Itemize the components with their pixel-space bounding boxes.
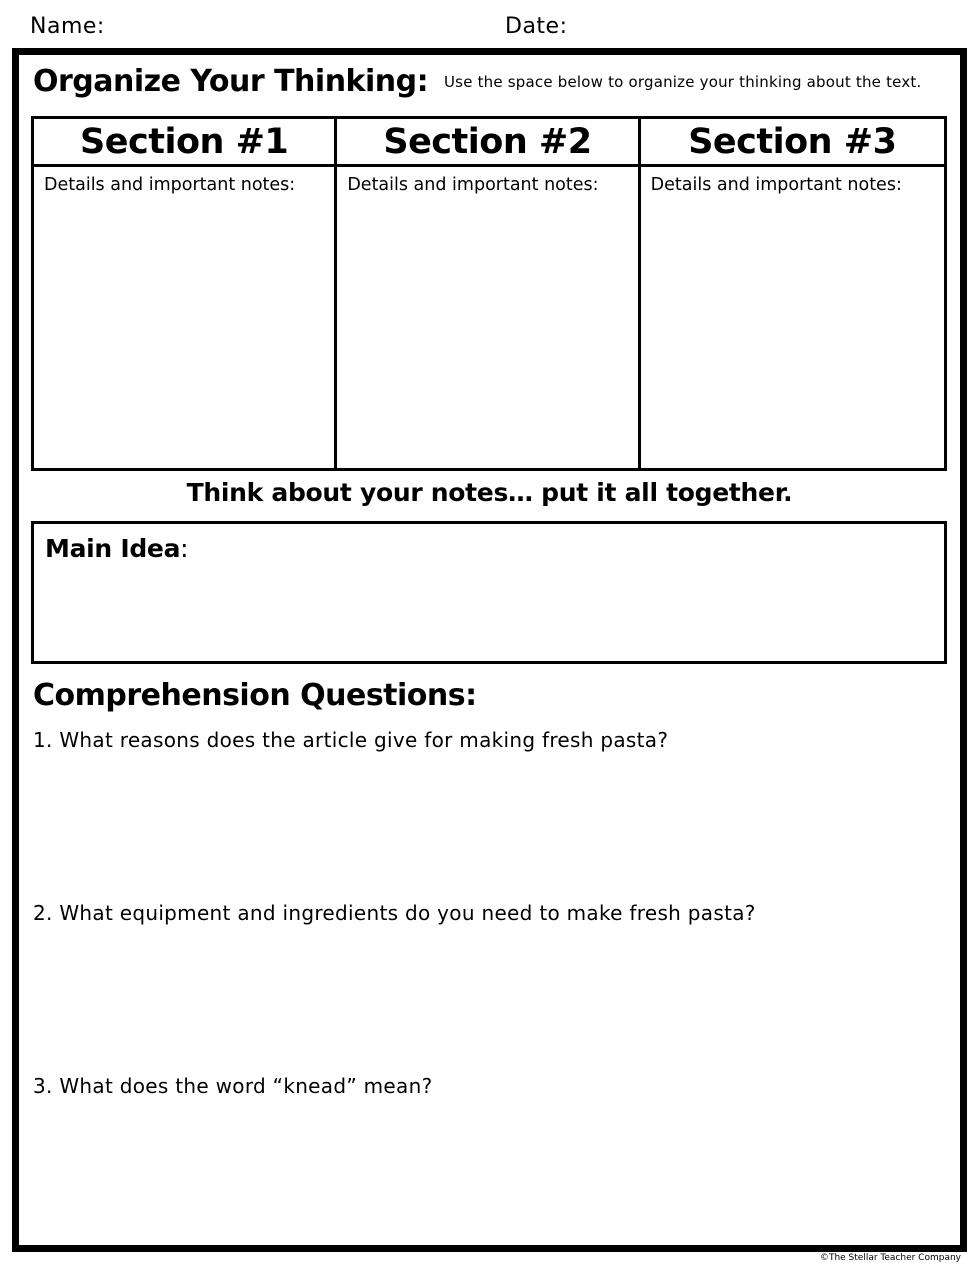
date-label: Date: <box>505 14 568 39</box>
section-2-notes[interactable] <box>337 167 640 468</box>
main-idea-colon: : <box>180 534 189 563</box>
section-3-notes-label: Details and important notes: <box>650 175 902 195</box>
main-idea-label-text: Main Idea <box>45 534 181 563</box>
section-1-notes-label: Details and important notes: <box>44 175 296 195</box>
put-together-heading: Think about your notes… put it all together. <box>186 478 793 507</box>
name-label: Name: <box>30 14 105 39</box>
section-2-header: Section #2 <box>337 119 640 167</box>
main-idea-box[interactable] <box>31 521 947 664</box>
question-2: 2. What equipment and ingredients do you need to make fresh pasta? <box>33 901 756 925</box>
comprehension-title: Comprehension Questions: <box>33 678 477 713</box>
section-3-notes[interactable] <box>641 167 944 468</box>
section-2-notes-label: Details and important notes: <box>347 175 599 195</box>
organize-subtitle: Use the space below to organize your thinking about the text. <box>444 73 922 91</box>
question-3: 3. What does the word “knead” mean? <box>33 1074 433 1098</box>
main-idea-label <box>45 534 188 563</box>
copyright-text: ©The Stellar Teacher Company <box>819 1253 961 1263</box>
section-1-header: Section #1 <box>34 119 337 167</box>
organize-title: Organize Your Thinking: <box>33 64 429 99</box>
section-3-header: Section #3 <box>641 119 944 167</box>
question-1: 1. What reasons does the article give for making fresh pasta? <box>33 728 669 752</box>
section-1-notes[interactable] <box>34 167 337 468</box>
sections-table <box>31 116 947 471</box>
